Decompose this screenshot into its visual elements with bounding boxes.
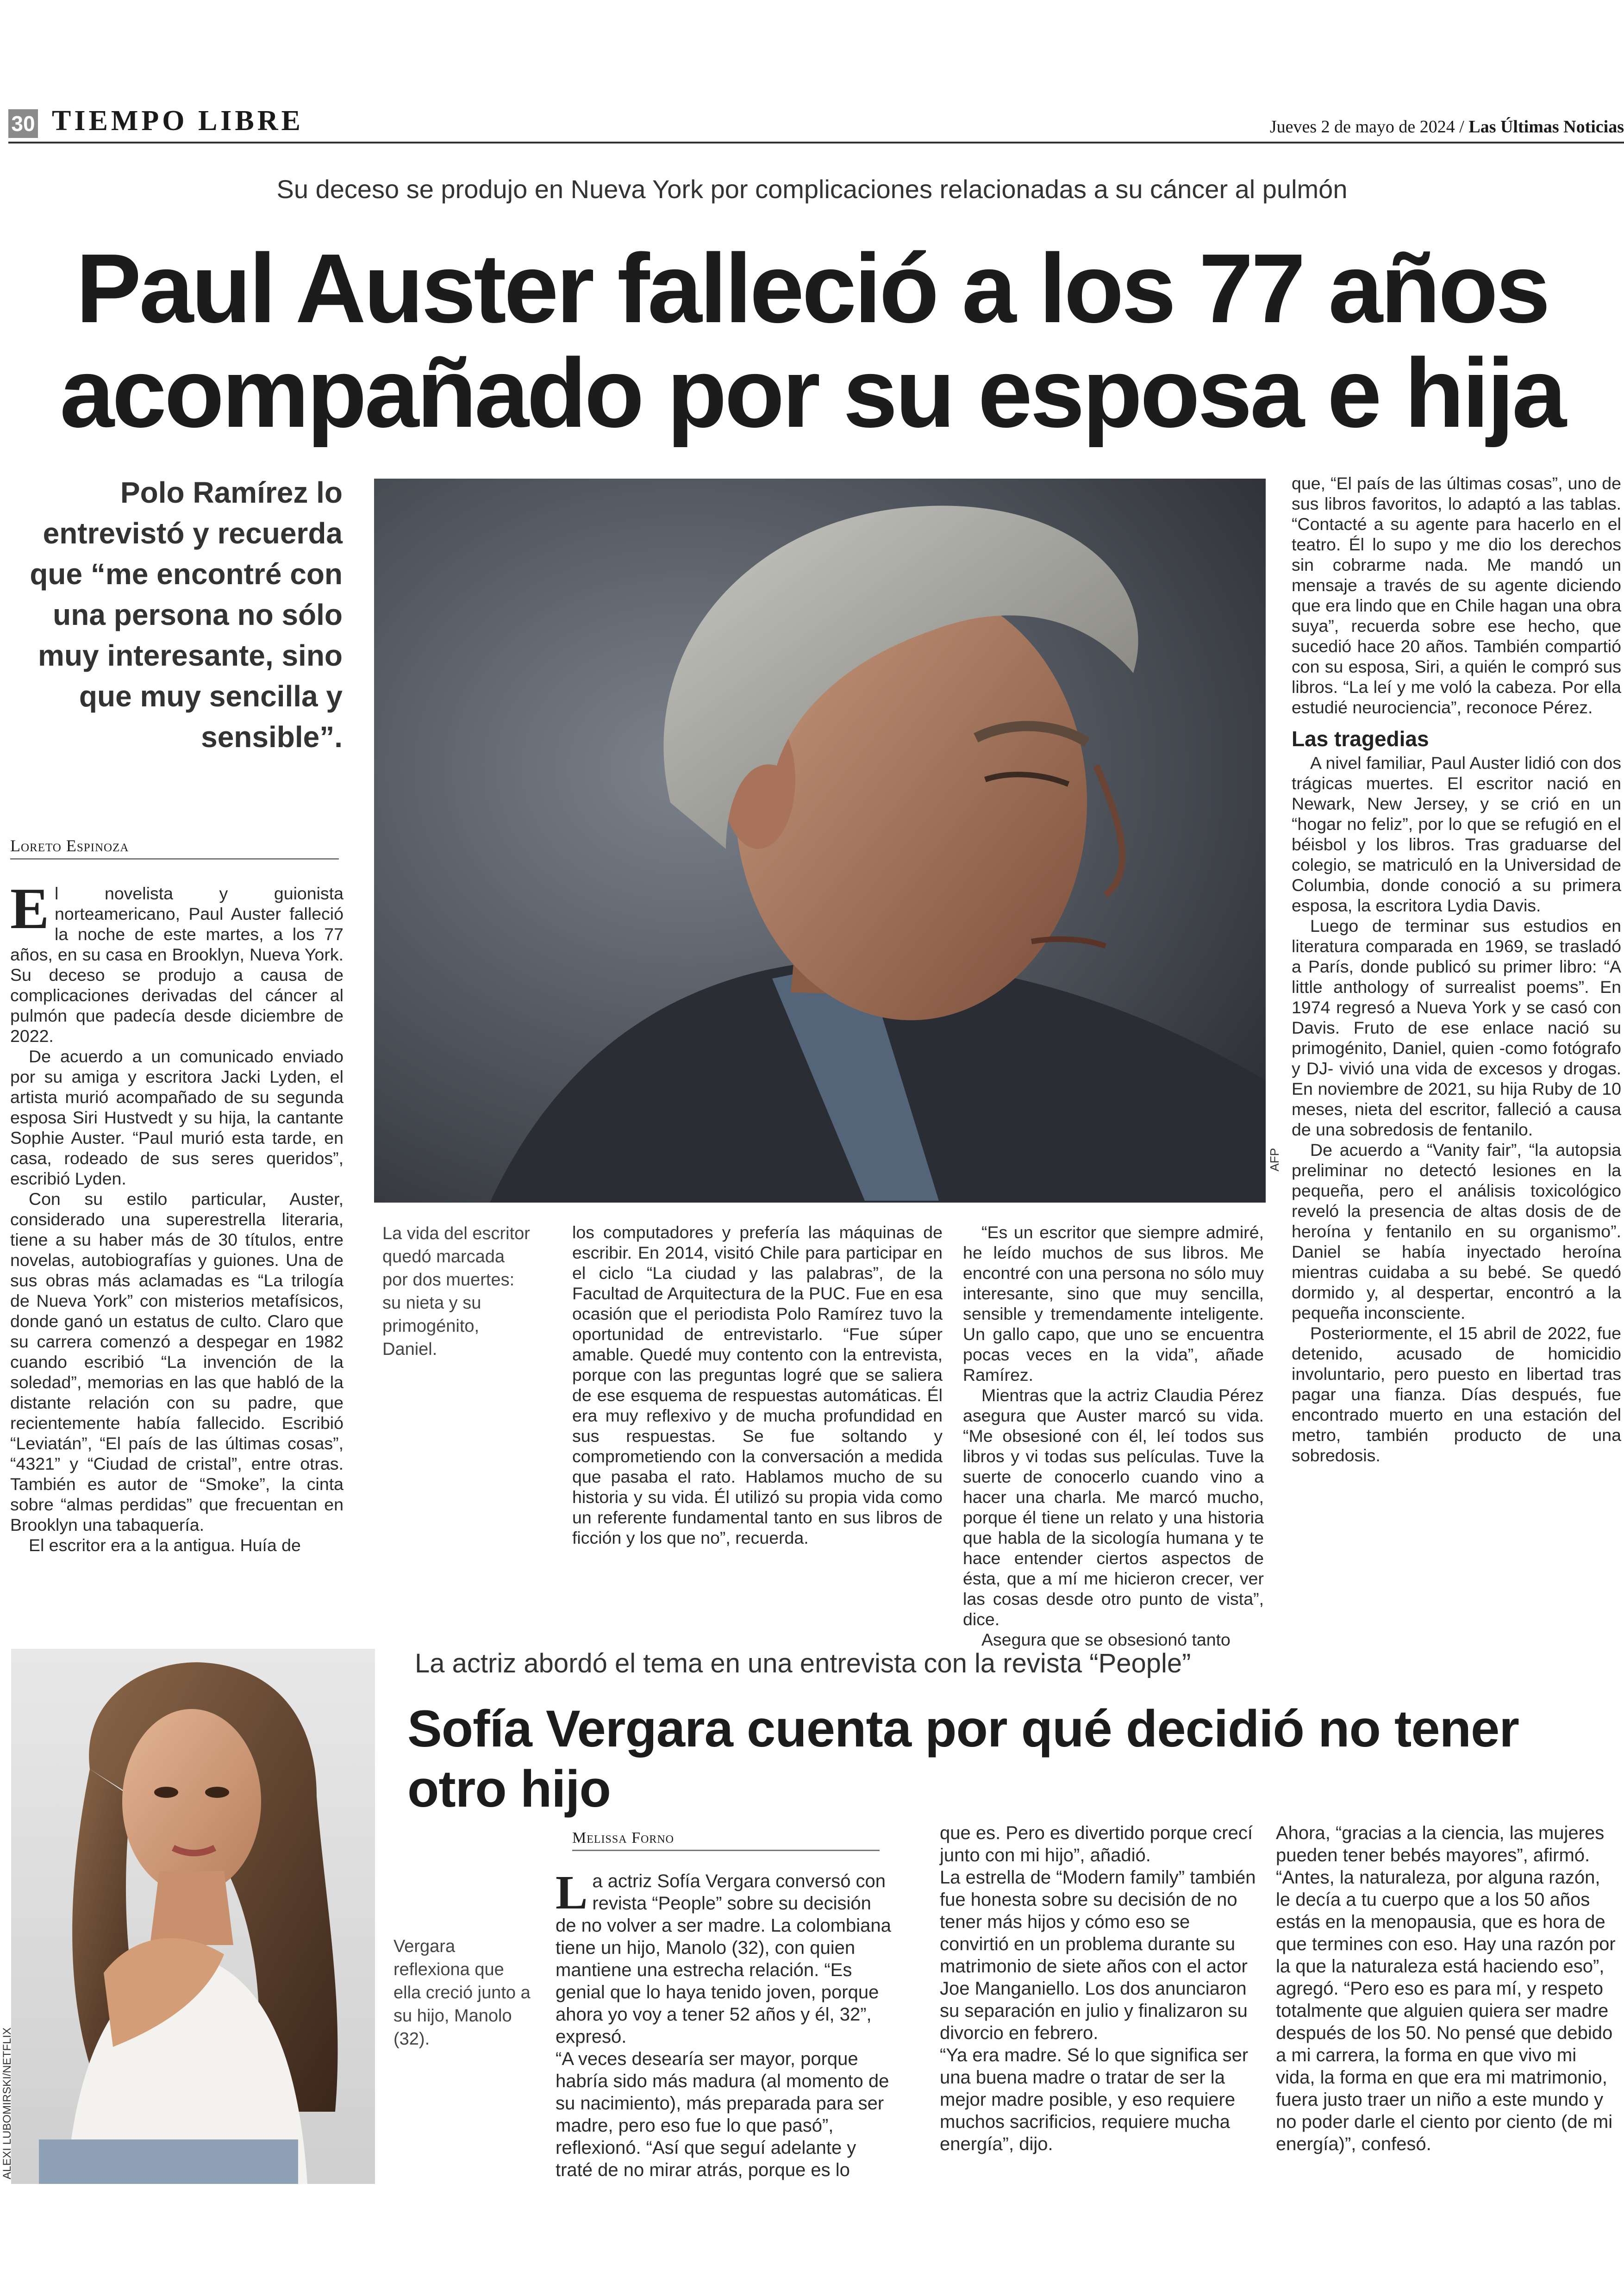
story2-kicker: La actriz abordó el tema en una entrevista con la revista “People” — [415, 1648, 1191, 1678]
story1-column-4 — [1292, 473, 1621, 1466]
story1-column-2 — [572, 1222, 943, 1548]
photo-caption: La vida del escritor quedó marcada por dos muertes: su nieta y su primogénito, Daniel. — [382, 1224, 530, 1359]
paragraph: Asegura que se obsesionó tanto — [981, 1630, 1230, 1649]
paragraph: De acuerdo a un comunicado enviado por su amiga y escritora Jacki Lyden, el artista murió acompañado de su segunda esposa Siri Hustvedt y su hija, la cantante Sophie Auster. “Paul murió esta tarde, en casa, rodeado de sus seres queridos”, escribió Lyden. — [10, 1047, 344, 1188]
story1-column-3 — [963, 1222, 1264, 1650]
story1-kicker: Su deceso se produjo en Nueva York por complicaciones relacionadas a su cáncer al pulmón — [276, 175, 1348, 204]
story2-column-1 — [556, 1866, 893, 2181]
paragraph: “A veces desearía ser mayor, porque habría sido más madura (al momento de su nacimiento), más preparada para ser madre, pero eso fue lo que pasó”, reflexionó. “Así que seguí adelante y traté de no mirar atrás, porque es lo — [556, 2049, 889, 2180]
byline: Loreto Espinoza — [10, 836, 339, 860]
issue-date: Jueves 2 de mayo de 2024 / — [1269, 117, 1469, 137]
photo-caption-2: Vergara reflexiona que ella creció junto a su hijo, Manolo (32). — [394, 1937, 531, 2049]
story1-column-1 — [10, 877, 344, 1555]
pull-quote: Polo Ramírez lo entrevistó y recuerda que “me encontré con una persona no sólo muy interesante, sino que muy sencilla y sensible”. — [30, 476, 343, 754]
story1-headline — [0, 233, 1624, 448]
dateline — [1022, 117, 1624, 137]
sofia-vergara-photo — [11, 1649, 375, 2184]
newspaper-name: Las Últimas Noticias — [1468, 117, 1624, 137]
photo-credit-netflix: ALEXI LUBOMIRSKI/NETFLIX — [1, 2027, 13, 2180]
page-number: 30 — [8, 109, 38, 138]
paul-auster-photo — [374, 479, 1266, 1203]
paragraph: De acuerdo a “Vanity fair”, “la autopsia preliminar no detectó lesiones en la pequeña, pero el análisis toxicológico reveló la presencia de altas dosis de de heroína y fentanilo en su organismo”. Daniel se había inyectado heroína mientras cuidaba a su bebé. Se quedó dormido y, al despertar, encontró a la pequeña inconsciente. — [1292, 1140, 1621, 1322]
paragraph: La actriz Sofía Vergara conversó con revista “People” sobre su decisión de no volver a ser madre. La colombiana tiene un hijo, Manolo (32), con quien mantiene una estrecha relación. “Es genial que lo haya tenido joven, porque ahora yo voy a tener 52 años y él, 32”, expresó. — [556, 1866, 891, 2047]
headline-line-1: Paul Auster falleció a los 77 años — [75, 233, 1549, 343]
headline-line-2: acompañado por su esposa e hija — [60, 338, 1564, 448]
paragraph: Mientras que la actriz Claudia Pérez asegura que Auster marcó su vida. “Me obsesioné con él, leí todos sus libros y vi todas sus películas. Tuve la suerte de conocerlo cuando vino a hacer una charla. Me marcó mucho, porque él tiene un relato y una historia que habla de la sicología humana y te hace entender ciertos aspectos de ésta, que a mí me hicieron crecer, ver las cosas desde otro punto de vista”, dice. — [963, 1385, 1264, 1629]
header-rule — [8, 142, 1624, 143]
subheading: Las tragedias — [1292, 727, 1429, 751]
paragraph: El escritor era a la antigua. Huía de — [29, 1535, 301, 1555]
drop-cap: E — [10, 877, 50, 941]
paragraph: que es. Pero es divertido porque crecí junto con mi hijo”, añadió. — [940, 1823, 1253, 1865]
paragraph: Ahora, “gracias a la ciencia, las mujeres pueden tener bebés mayores”, afirmó. “Antes, la naturaleza, por alguna razón, le decía a tu cuerpo que a los 50 años estás en la menopausia, que es hora de que termines con eso. Hay una razón por la que la naturaleza está haciendo eso”, agregó. “Pero eso es para mí, y respeto totalmente que alguien quiera ser madre después de los 50. No pensé que debido a mi carrera, la forma en que vivo mi vida, la forma en que era mi matrimonio, fuera justo traer un niño a este mundo y no poder darle el ciento por ciento (de mi energía)”, confesó. — [1276, 1823, 1616, 2154]
drop-cap: L — [556, 1866, 588, 1919]
paragraph: “Es un escritor que siempre admiré, he leído muchos de sus libros. Me encontré con una persona no sólo muy interesante, sino que muy sencilla, sensible y tremendamente inteligente. Un gallo capo, que uno se encuentra pocas veces en la vida”, añade Ramírez. — [963, 1222, 1264, 1384]
paragraph: A nivel familiar, Paul Auster lidió con dos trágicas muertes. El escritor nació en Newark, New Jersey, y se crió en un “hogar no feliz”, por lo que se refugió en el béisbol y los libros. Tras graduarse del colegio, se matriculó en la Universidad de Columbia, donde conoció a su primera esposa, la escritora Lydia Davis. — [1292, 753, 1621, 915]
paragraph: El novelista y guionista norteamericano, Paul Auster falleció la noche de este martes, a los 77 años, en su casa en Brooklyn, Nueva York. Su deceso se produjo a causa de complicaciones derivadas del cáncer al pulmón que padecía desde diciembre de 2022. — [10, 877, 344, 1046]
paragraph: Luego de terminar sus estudios en literatura comparada en 1969, se trasladó a París, donde publicó su primer libro: “A little anthology of surrealist poems”. En 1974 regresó a Nueva York y se casó con Davis. Fruto de ese enlace nació su primogénito, Daniel, quien -como fotógrafo y DJ- vivió una vida de excesos y drogas. En noviembre de 2021, su hija Ruby de 10 meses, nieta del escritor, falleció a causa de una sobredosis de fentanilo. — [1292, 916, 1621, 1139]
paragraph: Posteriormente, el 15 abril de 2022, fue detenido, acusado de homicidio involuntario, pero puesto en libertad tras pagar una fianza. Días después, fue encontrado muerto en una estación del metro, también producto de una sobredosis. — [1292, 1323, 1621, 1465]
story2-column-2 — [940, 1822, 1264, 2155]
paragraph: Con su estilo particular, Auster, considerado una superestrella literaria, tiene a su haber más de 30 títulos, entre novelas, autobiografías y guiones. Una de sus obras más aclamadas es “La trilogía de Nueva York” con misterios metafísicos, donde ganó un estatus de culto. Claro que su carrera comenzó a despegar en 1982 cuando escribió “La invención de la soledad”, memorias en las que habló de la distante relación con su padre, que recientemente había fallecido. Escribió “Leviatán”, “El país de las últimas cosas”, “4321” y “Ciudad de cristal”, entre otras. También es autor de “Smoke”, la cinta sobre “almas perdidas” que frecuentan en Brooklyn una tabaquería. — [10, 1189, 344, 1534]
byline-2: Melissa Forno — [572, 1829, 880, 1851]
paragraph: que, “El país de las últimas cosas”, uno de sus libros favoritos, lo adaptó a las tablas. “Contacté a su agente para hacerlo en el teatro. Él lo supo y me dio los derechos sin cobrarme nada. Me mandó un mensaje a través de su agente diciendo que era lindo que en Chile hagan una obra suya”, recuerda sobre ese hecho, que sucedió hace 20 años. También compartió con su esposa, Siri, a quién le compró sus libros. “La leí y me voló la cabeza. Por ella estudié neurociencia”, reconoce Pérez. — [1292, 474, 1621, 717]
paragraph: los computadores y prefería las máquinas de escribir. En 2014, visitó Chile para participar en el ciclo “La ciudad y las palabras”, de la Facultad de Arquitectura de la PUC. Fue en esa ocasión que el periodista Polo Ramírez tuvo la oportunidad de entrevistarlo. “Fue súper amable. Quedé muy contento con la entrevista, porque con las preguntas logré que se saliera de ese esquema de respuestas automáticas. Él era muy reflexivo y de mucha profundidad en sus respuestas. Se fue soltando y comprometiendo con la conversación a medida que pasaba el rato. Hablamos mucho de su historia y su vida. Él utilizó su propia vida como un referente fundamental tanto en sus libros de ficción y los que no”, recuerda. — [572, 1222, 943, 1547]
paragraph: La estrella de “Modern family” también fue honesta sobre su decisión de no tener más hijos y cómo eso se convirtió en un problema durante su matrimonio de siete años con el actor Joe Manganiello. Los dos anunciaron su separación en julio y finalizaron su divorcio en febrero. — [940, 1867, 1256, 2043]
paragraph: “Ya era madre. Sé lo que significa ser una buena madre o tratar de ser la mejor madre posible, y eso requiere muchos sacrificios, requiere mucha energía”, dijo. — [940, 2045, 1249, 2154]
story2-headline: Sofía Vergara cuenta por qué decidió no tener otro hijo — [407, 1700, 1519, 1818]
section-title: TIEMPO LIBRE — [52, 105, 304, 137]
photo-credit-afp: AFP — [1268, 1148, 1281, 1172]
story2-column-3 — [1276, 1822, 1618, 2155]
